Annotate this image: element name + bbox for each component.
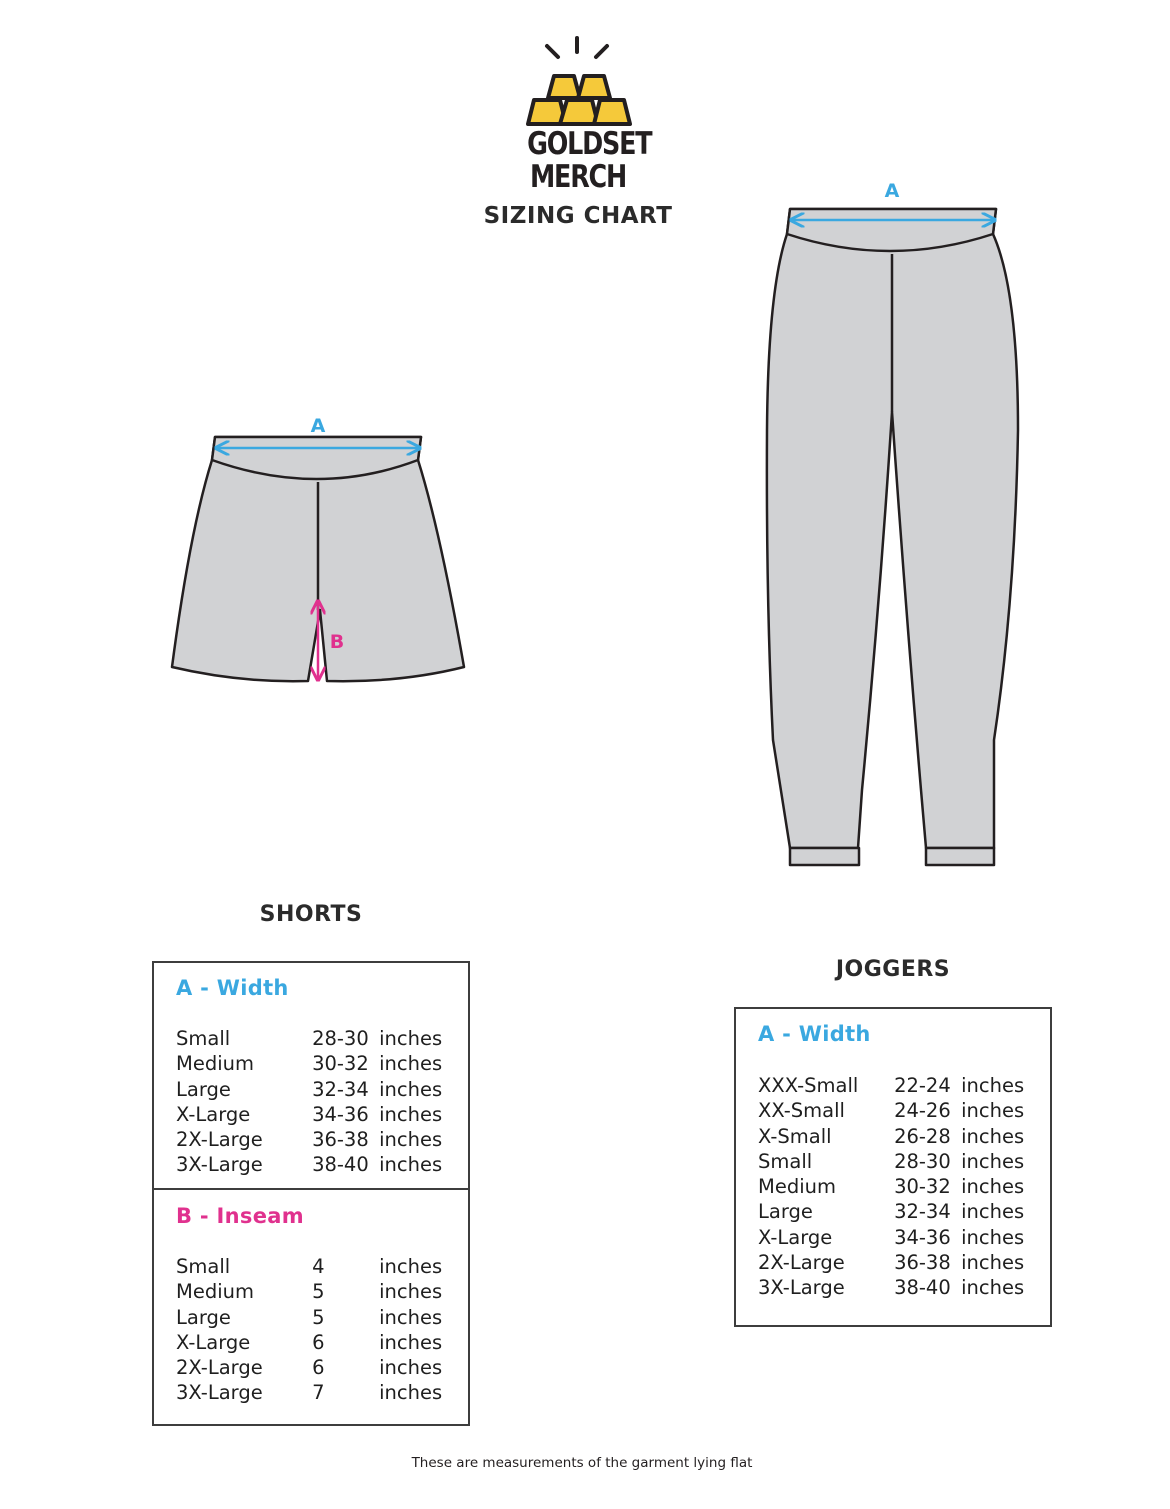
value-cell: 5: [312, 1280, 325, 1304]
unit-cell: inches: [961, 1099, 1025, 1123]
table-row: [176, 1254, 458, 1279]
size-cell: 3X-Large: [176, 1381, 263, 1405]
table-row: [758, 1250, 1040, 1275]
unit-cell: inches: [961, 1124, 1025, 1148]
footer-note: These are measurements of the garment lying flat: [411, 1455, 753, 1471]
table-row: [758, 1073, 1040, 1098]
table-row: [758, 1225, 1040, 1250]
value-cell: 28-30: [894, 1149, 951, 1173]
size-cell: XXX-Small: [758, 1074, 859, 1097]
value-cell: 38-40: [894, 1276, 951, 1300]
shorts-label-b: B: [329, 631, 345, 653]
size-cell: X-Large: [176, 1330, 251, 1354]
value-cell: 4: [312, 1255, 325, 1278]
unit-cell: inches: [379, 1356, 443, 1380]
size-cell: 2X-Large: [758, 1251, 845, 1275]
value-cell: 30-32: [312, 1052, 369, 1076]
size-cell: 2X-Large: [176, 1356, 263, 1380]
size-cell: Medium: [176, 1280, 254, 1304]
joggers-label-a: A: [884, 180, 900, 202]
size-cell: Large: [758, 1200, 813, 1224]
shorts-title: SHORTS: [259, 902, 363, 927]
table-row: [758, 1174, 1040, 1199]
table-row: [176, 1152, 458, 1177]
shorts-inseam-rows: [176, 1254, 458, 1406]
size-cell: Medium: [758, 1175, 836, 1199]
joggers-left-cuff: [790, 848, 859, 865]
value-cell: 7: [312, 1381, 325, 1405]
joggers-title: JOGGERS: [835, 957, 951, 982]
value-cell: 34-36: [894, 1225, 951, 1249]
value-cell: 26-28: [894, 1124, 951, 1148]
unit-cell: inches: [379, 1128, 443, 1152]
unit-cell: inches: [379, 1153, 443, 1177]
shorts-size-table: [152, 961, 470, 1426]
shorts-width-heading: A - Width: [176, 976, 289, 1000]
brand-name-line-2: MERCH: [529, 159, 627, 195]
value-cell: 6: [312, 1330, 325, 1354]
joggers-illustration: [767, 209, 1018, 865]
size-cell: X-Small: [758, 1124, 832, 1148]
unit-cell: inches: [961, 1074, 1025, 1097]
table-row: [176, 1355, 458, 1380]
table-row: [176, 1102, 458, 1127]
unit-cell: inches: [961, 1149, 1025, 1173]
size-cell: X-Large: [758, 1225, 833, 1249]
table-row: [758, 1124, 1040, 1149]
table-row: [758, 1149, 1040, 1174]
value-cell: 32-34: [894, 1200, 951, 1224]
size-cell: 2X-Large: [176, 1128, 263, 1152]
size-cell: Small: [176, 1255, 231, 1278]
unit-cell: inches: [379, 1381, 443, 1405]
joggers-width-rows: [758, 1073, 1040, 1301]
size-cell: XX-Small: [758, 1099, 845, 1123]
value-cell: 28-30: [312, 1027, 369, 1050]
shorts-width-rows: [176, 1026, 458, 1178]
unit-cell: inches: [379, 1280, 443, 1304]
size-cell: Small: [176, 1027, 231, 1050]
table-row: [176, 1077, 458, 1102]
joggers-width-heading: A - Width: [758, 1022, 871, 1046]
table-row: [176, 1279, 458, 1304]
unit-cell: inches: [961, 1225, 1025, 1249]
value-cell: 36-38: [894, 1251, 951, 1275]
unit-cell: inches: [379, 1305, 443, 1329]
value-cell: 22-24: [894, 1074, 951, 1097]
table-row: [176, 1380, 458, 1405]
shorts-label-a: A: [310, 415, 326, 437]
unit-cell: inches: [379, 1102, 443, 1126]
table-row: [176, 1305, 458, 1330]
unit-cell: inches: [379, 1052, 443, 1076]
unit-cell: inches: [379, 1077, 443, 1101]
table-row: [176, 1026, 458, 1051]
value-cell: 38-40: [312, 1153, 369, 1177]
size-cell: 3X-Large: [758, 1276, 845, 1300]
value-cell: 6: [312, 1356, 325, 1380]
page-title: SIZING CHART: [483, 203, 673, 229]
size-cell: Medium: [176, 1052, 254, 1076]
unit-cell: inches: [379, 1330, 443, 1354]
size-cell: Small: [758, 1149, 813, 1173]
unit-cell: inches: [379, 1255, 443, 1278]
table-row: [176, 1127, 458, 1152]
value-cell: 34-36: [312, 1102, 369, 1126]
table-row: [176, 1330, 458, 1355]
unit-cell: inches: [961, 1200, 1025, 1224]
shorts-inseam-heading: B - Inseam: [176, 1204, 304, 1228]
table-row: [758, 1275, 1040, 1300]
brand-name-line-1: GOLDSET: [527, 126, 652, 162]
value-cell: 30-32: [894, 1175, 951, 1199]
joggers-size-table: [734, 1007, 1052, 1327]
table-row: [176, 1051, 458, 1076]
table-row: [758, 1098, 1040, 1123]
size-cell: Large: [176, 1077, 231, 1101]
value-cell: 24-26: [894, 1099, 951, 1123]
section-divider: [154, 1188, 468, 1190]
table-row: [758, 1199, 1040, 1224]
value-cell: 32-34: [312, 1077, 369, 1101]
unit-cell: inches: [961, 1251, 1025, 1275]
unit-cell: inches: [379, 1027, 443, 1050]
value-cell: 5: [312, 1305, 325, 1329]
value-cell: 36-38: [312, 1128, 369, 1152]
unit-cell: inches: [961, 1175, 1025, 1199]
joggers-right-cuff: [926, 848, 994, 865]
size-cell: 3X-Large: [176, 1153, 263, 1177]
size-cell: Large: [176, 1305, 231, 1329]
size-cell: X-Large: [176, 1102, 251, 1126]
unit-cell: inches: [961, 1276, 1025, 1300]
